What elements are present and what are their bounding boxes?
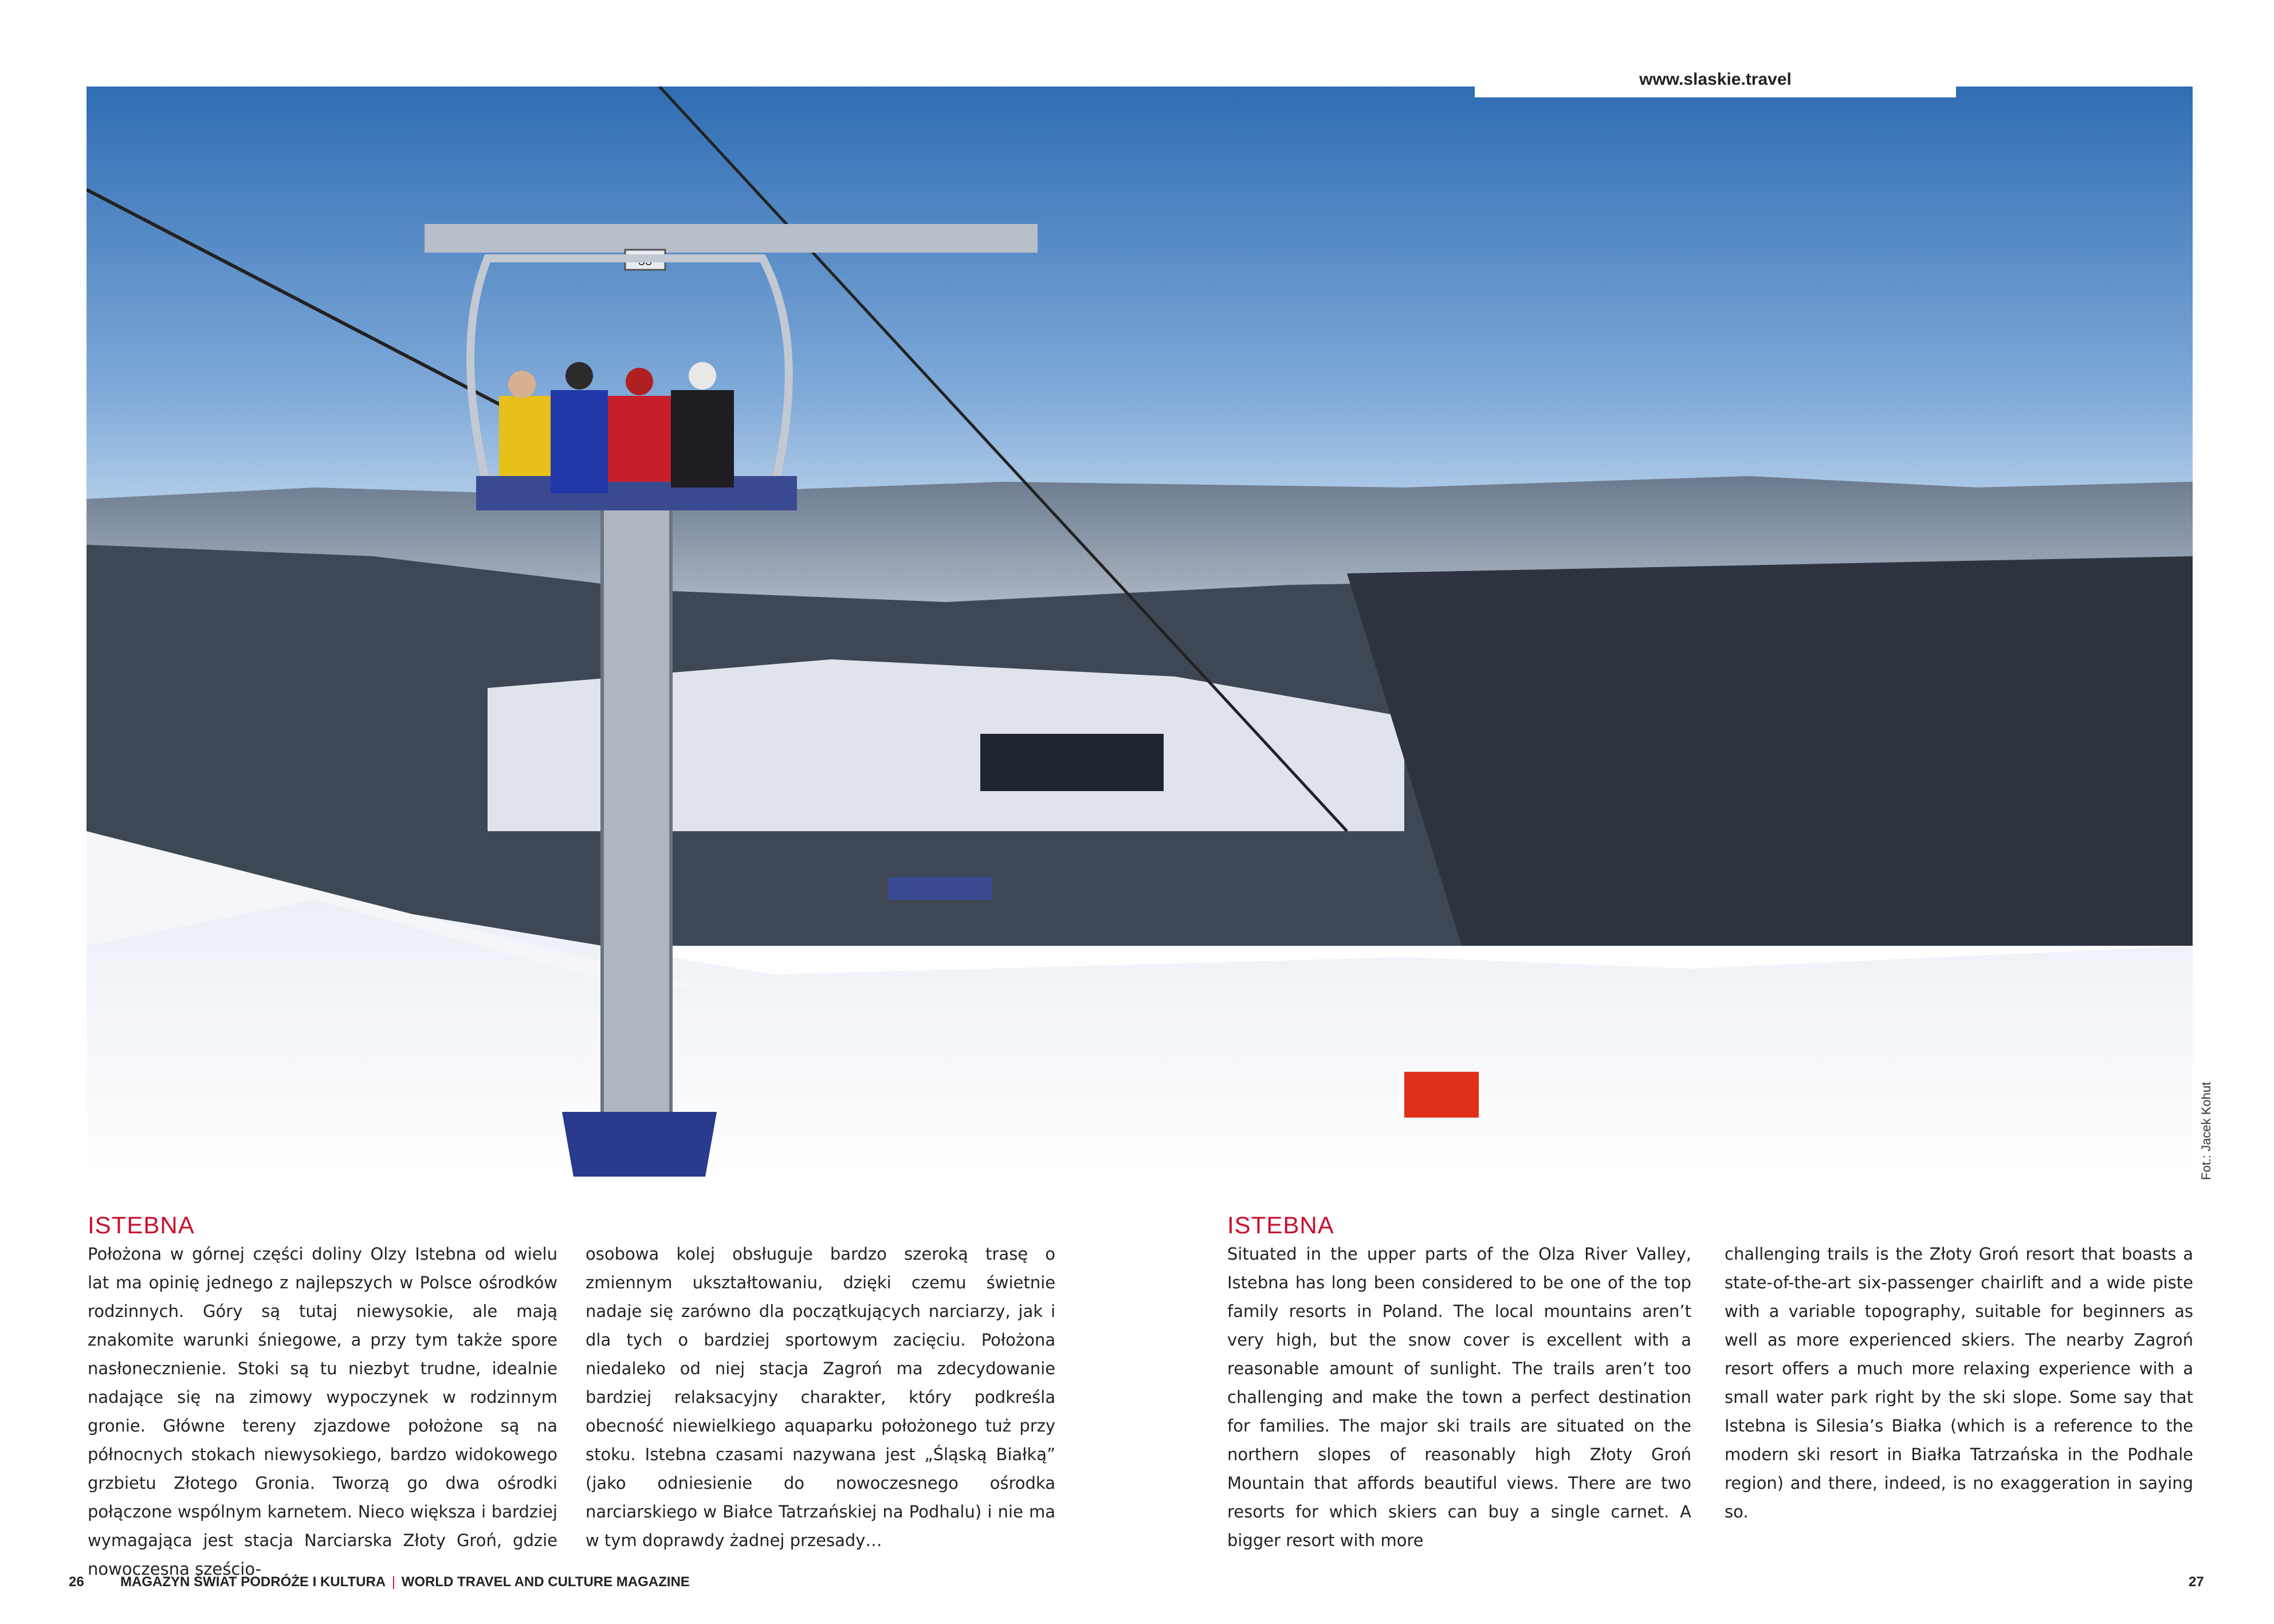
magazine-name-pl: MAGAZYN ŚWIAT PODRÓŻE I KULTURA [120, 1574, 386, 1590]
article-title-en: ISTEBNA [1227, 1212, 1334, 1238]
empty-chair [889, 877, 992, 900]
page-number-right: 27 [2189, 1574, 2204, 1590]
sky [87, 86, 2193, 522]
ski-chairlift-photo [87, 86, 2193, 1177]
photo-illustration [87, 86, 2193, 1177]
footer-left [69, 1574, 690, 1590]
magazine-name-en: WORLD TRAVEL AND CULTURE MAGAZINE [401, 1574, 690, 1590]
footer-separator: | [391, 1574, 396, 1590]
article-title-pl: ISTEBNA [88, 1212, 195, 1238]
footer-right [2189, 1574, 2204, 1590]
article-text-en-col1: Situated in the upper parts of the Olza River Valley, Istebna has long been considered to be one of the top family resorts in Poland. The local mountains aren’t very high, but the snow cover is excellent with a reasonable amount of sunlight. The trails aren’t too challenging and make the town a perfect destination for families. The major ski trails are situated on the northern slopes of reasonably high Złoty Groń Mountain that affords beautiful views. There are two resorts for which skiers can buy a single carnet. A bigger resort with more [1227, 1244, 1691, 1550]
skier-black [671, 390, 734, 487]
article-text-pl-col2: osobowa kolej obsługuje bardzo szeroką trasę o zmiennym ukształtowaniu, dzięki czemu świetnie nadaje się zarówno dla początkujących narciarzy, jak i dla tych o bardziej sportowym zacięciu. Położona niedaleko od niej stacja Zagroń ma zdecydowanie bardziej relaksacyjny charakter, który podkreśla obecność niewielkiego aquaparku położonego tuż przy stoku. Istebna czasami nazywana jest „Śląską Białką” (jako odniesienie do nowoczesnego ośrodka narciarskiego w Białce Tatrzańskiej na Podhalu) i nie ma w tym doprawdy żadnej przesady… [586, 1244, 1055, 1550]
article-text-pl-col1: Położona w górnej części doliny Olzy Istebna od wielu lat ma opinię jednego z najlepszych w Polsce ośrodków rodzinnych. Góry są tutaj niewysokie, ale mają znakomite warunki śniegowe, a przy tym także spore nasłonecznienie. Stoki są tu niezbyt trudne, idealnie nadające się na zimowy wypoczynek w rodzinnym gronie. Główne tereny zjazdowe położone są na północnych stokach niewysokiego, bardzo widokowego grzbietu Złotego Gronia. Tworzą go dwa ośrodki połączone wspólnym karnetem. Nieco większa i bardziej wymagająca jest stacja Narciarska Złoty Groń, gdzie nowoczesna sześcio- [88, 1244, 557, 1579]
skier-red [608, 396, 671, 482]
tower-base [562, 1112, 717, 1177]
page-number-left: 26 [69, 1574, 84, 1590]
article-text-en-col2: challenging trails is the Złoty Groń resort that boasts a state-of-the-art six-passenger chairlift and a wide piste with a variable topography, suitable for beginners as well as more experienced skiers. The nearby Zagroń resort offers a much more relaxing experience with a small water park right by the ski slope. Some say that Istebna is Silesia’s Białka (which is a reference to the modern ski resort in Białka Tatrzańska in the Podhale region) and there, indeed, is no exaggeration in saying so. [1725, 1244, 2193, 1521]
lift-tower [602, 487, 671, 1175]
red-net [1404, 1072, 1479, 1118]
skier-blue [551, 390, 608, 493]
distant-chair [980, 734, 1164, 791]
website-url: www.slaskie.travel [1475, 62, 1956, 97]
photo-credit: Fot.: Jacek Kohut [2199, 1082, 2213, 1180]
skier-yellow [499, 396, 551, 476]
chair-number: 33 [638, 254, 653, 268]
chair-frame-top [425, 224, 1038, 253]
dark-forest-right [1347, 556, 2193, 946]
